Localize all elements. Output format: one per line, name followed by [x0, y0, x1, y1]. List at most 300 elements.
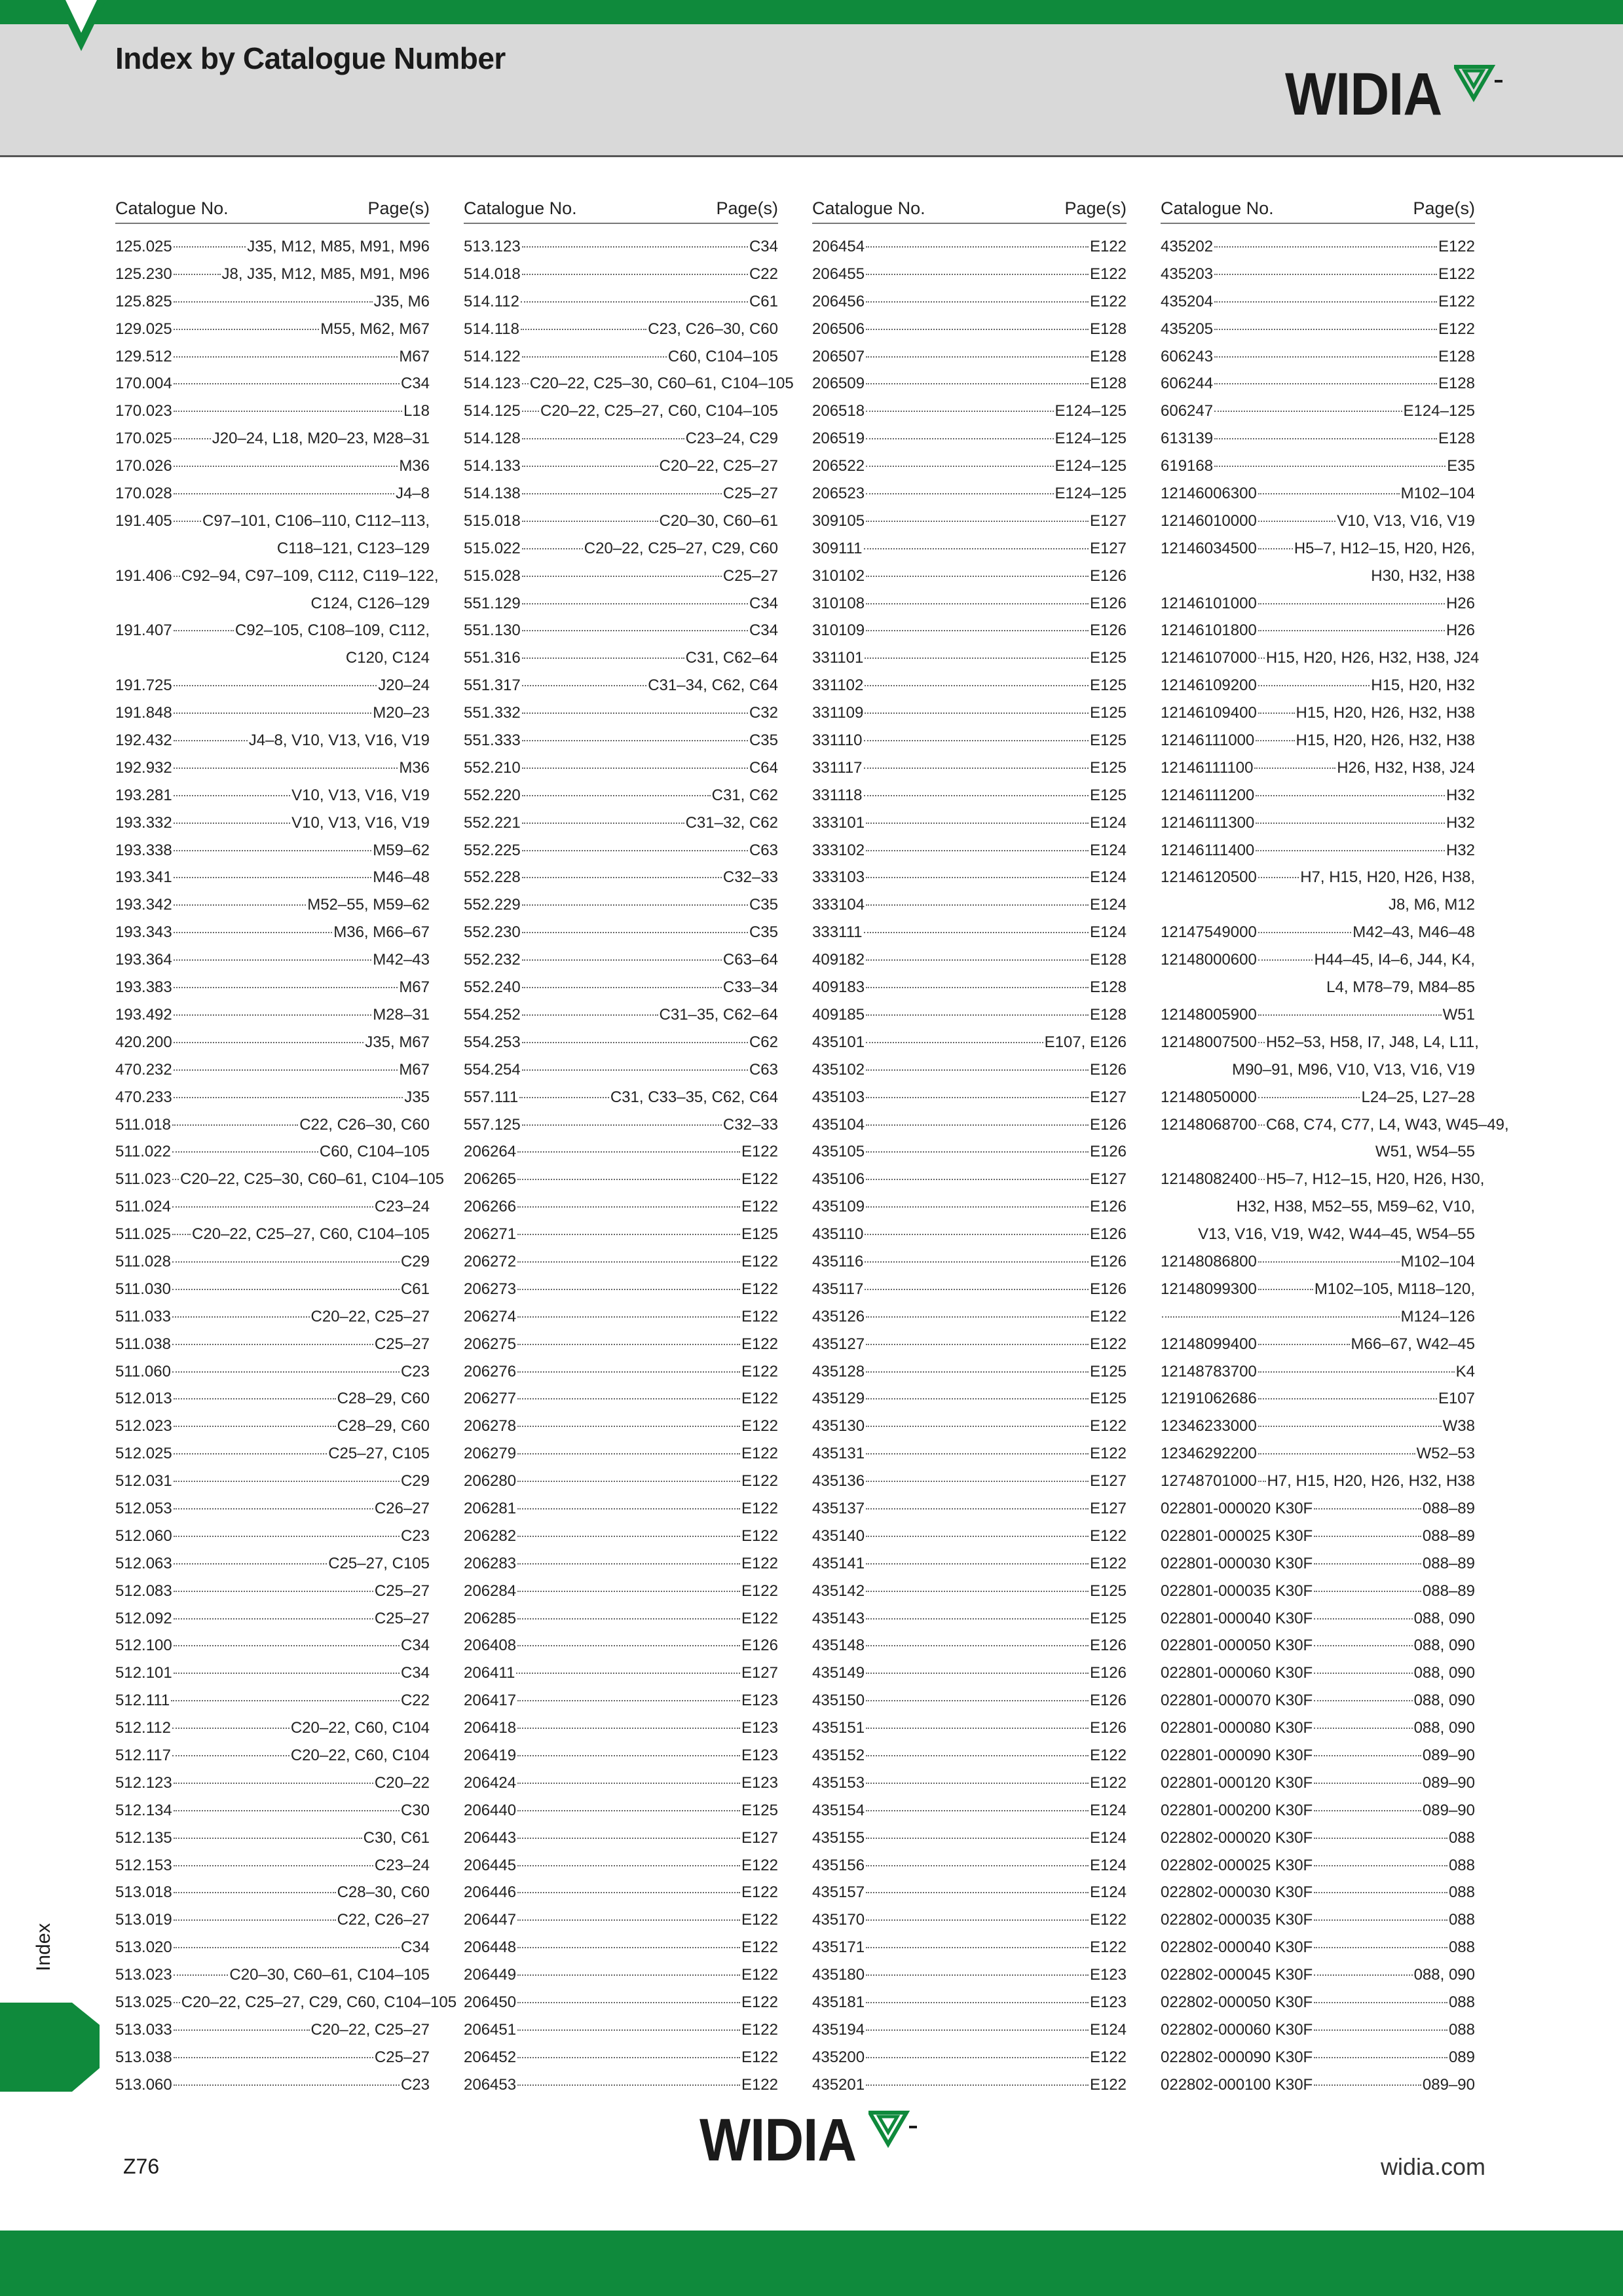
dot-leader: [1314, 1865, 1447, 1866]
catalogue-number: 022802-000035 K30F: [1161, 1911, 1313, 1929]
catalogue-number: 022801-000025 K30F: [1161, 1527, 1313, 1545]
index-row: [1161, 398, 1475, 425]
catalogue-number: 191.405: [115, 511, 172, 530]
index-row: [1161, 837, 1475, 864]
page-references: C20–22, C60, C104: [290, 1746, 430, 1764]
dot-leader: [1214, 438, 1437, 439]
index-row: [115, 919, 430, 946]
catalogue-number: 551.333: [464, 731, 521, 750]
catalogue-number: 511.030: [115, 1280, 171, 1298]
dot-leader: [174, 329, 320, 330]
dot-leader: [1314, 1974, 1412, 1976]
dot-leader: [522, 1014, 658, 1016]
page-references: C35: [749, 896, 778, 914]
catalogue-number: 435117: [812, 1280, 864, 1298]
dot-leader: [517, 1728, 740, 1729]
page-references: E126: [1089, 621, 1127, 640]
catalogue-number: 206282: [464, 1527, 517, 1545]
index-row: [115, 2044, 430, 2071]
dot-leader: [1314, 2029, 1447, 2031]
page-references: E127: [1089, 1499, 1127, 1517]
pages-header: Page(s): [1064, 198, 1127, 218]
index-column-1: [115, 194, 457, 2099]
page-references: E122: [1089, 292, 1127, 310]
dot-leader: [1256, 740, 1294, 741]
index-row: [812, 1413, 1127, 1440]
page-references: V13, V16, V19, W42, W44–45, W54–55: [1198, 1225, 1475, 1244]
index-row: [812, 1056, 1127, 1084]
dot-leader: [866, 466, 1053, 467]
dot-leader: [1214, 383, 1437, 384]
catalogue-number: 551.332: [464, 704, 521, 722]
index-row: [1161, 1714, 1475, 1742]
page-references: E126: [1089, 1280, 1127, 1298]
index-row: [1161, 1879, 1475, 1906]
index-row: [812, 1797, 1127, 1824]
index-row: [812, 1934, 1127, 1961]
index-row: [115, 974, 430, 1001]
catalogue-number: 435181: [812, 1993, 865, 2011]
index-row: [464, 1523, 778, 1550]
index-row: [812, 1221, 1127, 1248]
index-row: [1161, 974, 1475, 1001]
page-references: M102–105, M118–120,: [1314, 1280, 1475, 1298]
dot-leader: [172, 1316, 310, 1318]
index-row: [464, 1879, 778, 1906]
index-row: [1161, 1550, 1475, 1578]
dot-leader: [174, 768, 398, 769]
index-row: [464, 563, 778, 590]
dot-leader: [1258, 1289, 1313, 1290]
index-row: [464, 233, 778, 261]
catalogue-number: 12148783700: [1161, 1362, 1257, 1380]
catalogue-number: 193.343: [115, 923, 172, 942]
index-row: [812, 1468, 1127, 1495]
dot-leader: [174, 630, 234, 631]
catalogue-number: 022801-000050 K30F: [1161, 1637, 1313, 1655]
index-rows: [1161, 233, 1509, 2099]
catalogue-number: 435129: [812, 1390, 865, 1408]
index-row: [812, 1029, 1127, 1056]
catalogue-number: 435202: [1161, 238, 1214, 255]
page-references: E126: [1089, 1198, 1127, 1216]
page-references: 088, 090: [1413, 1609, 1475, 1627]
index-row: [464, 2071, 778, 2099]
catalogue-number: 193.342: [115, 896, 172, 914]
dot-leader: [866, 1838, 1089, 1839]
catalogue-number: 022802-000100 K30F: [1161, 2075, 1313, 2094]
page-references: E126: [1089, 1115, 1127, 1134]
catalogue-number: 206507: [812, 347, 865, 365]
catalogue-number: 206448: [464, 1938, 517, 1957]
dot-leader: [1256, 850, 1445, 851]
index-row: [1161, 1138, 1475, 1166]
dot-leader: [171, 1700, 400, 1701]
page-references: E122: [741, 1307, 778, 1325]
page-references: E127: [1089, 511, 1127, 530]
index-column-4: [1161, 194, 1509, 2099]
catalogue-number: 12146111000: [1161, 731, 1255, 750]
index-row: [464, 508, 778, 535]
page-references: M36: [399, 457, 430, 475]
dot-leader: [522, 466, 658, 467]
page-references: C28–30, C60: [337, 1883, 430, 1902]
catalogue-number: 206451: [464, 2020, 517, 2039]
catalogue-number: 512.083: [115, 1582, 172, 1600]
index-row: [1161, 2016, 1475, 2044]
catalogue-number: 435200: [812, 2048, 865, 2066]
pages-header: Page(s): [716, 198, 778, 218]
page-references: E123: [741, 1746, 778, 1764]
dot-leader: [174, 1014, 372, 1016]
dot-leader: [517, 1618, 740, 1620]
website-link[interactable]: widia.com: [1381, 2153, 1486, 2180]
index-column-2: [464, 194, 794, 2099]
catalogue-number: 552.225: [464, 841, 521, 859]
catalogue-no-header: Catalogue No.: [115, 198, 229, 218]
dot-leader: [866, 1591, 1089, 1592]
index-row: [812, 1111, 1127, 1139]
page-references: E123: [1089, 1966, 1127, 1984]
dot-leader: [1314, 1783, 1421, 1784]
catalogue-number: 192.932: [115, 758, 172, 777]
index-row: [1161, 1056, 1475, 1084]
index-row: [115, 2016, 430, 2044]
page-references: E122: [741, 1198, 778, 1216]
page-references: 088–89: [1422, 1554, 1475, 1572]
catalogue-number: 514.118: [464, 320, 519, 338]
page-references: C61: [400, 1280, 430, 1298]
page-references: 088, 090: [1413, 1719, 1475, 1737]
catalogue-number: 435104: [812, 1115, 865, 1134]
catalogue-number: 512.101: [115, 1664, 172, 1682]
page-references: C61: [749, 292, 778, 310]
catalogue-number: 206280: [464, 1472, 517, 1491]
catalogue-number: 022802-000025 K30F: [1161, 1856, 1313, 1874]
page-references: M36, M66–67: [333, 923, 430, 942]
index-row: [115, 1056, 430, 1084]
page-references: C34: [749, 621, 778, 640]
index-row: [1161, 1989, 1475, 2016]
dot-leader: [174, 1673, 400, 1674]
dot-leader: [172, 1344, 373, 1345]
catalogue-number: 206450: [464, 1993, 517, 2011]
index-row: [812, 1961, 1127, 1989]
index-row: [115, 1989, 457, 2016]
dot-leader: [517, 2002, 740, 2003]
index-row: [812, 1714, 1127, 1742]
index-row: [1161, 699, 1475, 727]
index-row: [464, 1193, 778, 1221]
index-row: [464, 837, 778, 864]
dot-leader: [522, 576, 722, 577]
index-row: [464, 1989, 778, 2016]
index-row: [1161, 1166, 1485, 1193]
catalogue-number: 513.019: [115, 1911, 172, 1929]
index-row: [464, 316, 778, 343]
catalogue-number: 206440: [464, 1801, 517, 1819]
catalogue-number: 512.112: [115, 1719, 171, 1737]
catalogue-number: 331118: [812, 786, 863, 804]
dot-leader: [866, 1755, 1089, 1756]
dot-leader: [174, 823, 290, 824]
catalogue-number: 435148: [812, 1637, 865, 1655]
index-row: [464, 1056, 778, 1084]
page-references: C25–27, C105: [328, 1445, 430, 1463]
catalogue-number: 515.018: [464, 511, 521, 530]
catalogue-number: 022802-000040 K30F: [1161, 1938, 1313, 1957]
page-references: C33–34: [722, 978, 778, 997]
page-references: C31–32, C62: [685, 813, 778, 832]
catalogue-number: 557.111: [464, 1088, 519, 1106]
dot-leader: [1258, 493, 1400, 494]
catalogue-number: 125.825: [115, 292, 172, 310]
page-references: E122: [1089, 1746, 1127, 1764]
page-references: M67: [399, 978, 430, 997]
dot-leader: [1258, 1453, 1415, 1454]
catalogue-number: 420.200: [115, 1033, 172, 1051]
dot-leader: [866, 1673, 1089, 1674]
dot-leader: [866, 1618, 1089, 1620]
index-row: [464, 1221, 778, 1248]
dot-leader: [517, 1947, 740, 1948]
catalogue-number: 206281: [464, 1499, 517, 1517]
dot-leader: [866, 2029, 1089, 2031]
index-row: [115, 1961, 430, 1989]
page-references: C23: [400, 2075, 430, 2094]
catalogue-number: 552.228: [464, 868, 521, 887]
page-references: M36: [399, 758, 430, 777]
catalogue-number: 512.060: [115, 1527, 172, 1545]
dot-leader: [174, 2002, 180, 2003]
catalogue-number: 12146006300: [1161, 485, 1257, 503]
page-references: 088–89: [1422, 1527, 1475, 1545]
dot-leader: [1314, 1563, 1421, 1565]
page-references: M42–43, M46–48: [1352, 923, 1475, 942]
index-row: [812, 1331, 1127, 1358]
dot-leader: [866, 1124, 1089, 1126]
index-row: [1161, 508, 1475, 535]
page-references: 089: [1448, 2048, 1475, 2066]
index-row: [464, 261, 778, 288]
index-row: [812, 1193, 1127, 1221]
index-row: [115, 1358, 430, 1386]
page-references: E125: [741, 1225, 778, 1244]
dot-leader: [1314, 1618, 1412, 1620]
dot-leader: [522, 904, 748, 906]
dot-leader: [1258, 1042, 1265, 1043]
catalogue-number: 206266: [464, 1198, 517, 1216]
catalogue-number: 513.025: [115, 1993, 172, 2011]
index-row: [812, 563, 1127, 590]
page-references: E122: [741, 1362, 778, 1380]
page-references: E123: [741, 1692, 778, 1710]
index-row: [115, 1138, 430, 1166]
page-references: E122: [1089, 2075, 1127, 2094]
index-row: [464, 480, 778, 508]
dot-leader: [866, 823, 1089, 824]
index-row: [115, 864, 430, 891]
dot-leader: [1214, 329, 1437, 330]
index-row: [115, 535, 430, 563]
index-row: [464, 1276, 778, 1303]
catalogue-number: 12146111100: [1161, 758, 1254, 777]
page-references: E122: [741, 1938, 778, 1957]
index-row: [115, 1001, 430, 1029]
index-row: [115, 343, 430, 371]
catalogue-number: 12148099300: [1161, 1280, 1257, 1298]
dot-leader: [522, 274, 748, 275]
dot-leader: [174, 246, 246, 248]
page-references: E107, E126: [1044, 1033, 1127, 1051]
index-row: [464, 1495, 778, 1523]
dot-leader: [1258, 1014, 1442, 1016]
index-rows: [812, 233, 1127, 2099]
catalogue-number: 511.038: [115, 1335, 171, 1353]
catalogue-number: 552.220: [464, 786, 521, 804]
index-row: [812, 343, 1127, 371]
catalogue-number: 022801-000035 K30F: [1161, 1582, 1313, 1600]
index-row: [812, 1879, 1127, 1906]
dot-leader: [174, 1069, 398, 1071]
index-row: [1161, 370, 1475, 398]
catalogue-number: 514.122: [464, 347, 521, 365]
page-references: C20–22, C25–30, C60–61, C104–105: [529, 375, 794, 393]
dot-leader: [522, 877, 722, 878]
catalogue-number: 511.022: [115, 1143, 171, 1161]
catalogue-number: 512.031: [115, 1472, 172, 1491]
index-row: [464, 1084, 778, 1111]
index-row: [115, 1934, 430, 1961]
index-row: [1161, 343, 1475, 371]
dot-leader: [865, 713, 1089, 714]
catalogue-number: 435155: [812, 1828, 865, 1847]
page-references: C32–33: [722, 868, 778, 887]
catalogue-number: 12146010000: [1161, 511, 1257, 530]
catalogue-number: 435203: [1161, 265, 1214, 283]
dot-leader: [866, 1700, 1089, 1701]
dot-leader: [1258, 877, 1299, 878]
catalogue-number: 514.112: [464, 292, 519, 310]
page-references: C20–30, C60–61, C104–105: [229, 1966, 430, 1984]
dot-leader: [522, 823, 684, 824]
page-references: H7, H15, H20, H26, H38,: [1300, 868, 1475, 887]
catalogue-no-header: Catalogue No.: [464, 198, 577, 218]
dot-leader: [174, 466, 398, 467]
dot-leader: [517, 1508, 740, 1509]
catalogue-number: 470.233: [115, 1088, 172, 1106]
catalogue-number: 022802-000020 K30F: [1161, 1828, 1313, 1847]
index-row: [812, 1906, 1127, 1934]
page-references: 088, 090: [1413, 1966, 1475, 1984]
catalogue-number: 512.117: [115, 1746, 171, 1764]
dot-leader: [522, 987, 722, 988]
index-row: [812, 425, 1127, 453]
catalogue-number: 022801-000030 K30F: [1161, 1554, 1313, 1572]
page-references: W38: [1442, 1417, 1475, 1435]
page-references: E122: [741, 1911, 778, 1929]
catalogue-number: 206455: [812, 265, 865, 283]
dot-leader: [519, 1097, 609, 1098]
dot-leader: [174, 932, 332, 933]
page-references: C120, C124: [345, 649, 430, 667]
dot-leader: [517, 1810, 740, 1811]
dot-leader: [521, 329, 646, 330]
page-references: C63–64: [722, 951, 778, 969]
dot-leader: [1258, 1481, 1266, 1482]
dot-leader: [517, 1234, 740, 1235]
index-row: [464, 946, 778, 974]
index-row: [464, 617, 778, 644]
page-references: E122: [1438, 265, 1475, 283]
index-row: [1161, 316, 1475, 343]
catalogue-number: 206453: [464, 2075, 517, 2094]
catalogue-number: 125.025: [115, 238, 172, 255]
dot-leader: [174, 987, 398, 988]
page-references: C20–22, C25–27, C60, C104–105: [540, 402, 778, 420]
dot-leader: [522, 383, 529, 384]
catalogue-number: 435130: [812, 1417, 865, 1435]
page-references: 089–90: [1422, 1773, 1475, 1792]
page-references: E124–125: [1054, 457, 1127, 475]
index-row: [1161, 1961, 1475, 1989]
page-references: H15, H20, H26, H32, H38: [1296, 731, 1475, 750]
dot-leader: [522, 246, 748, 248]
catalogue-number: 12148099400: [1161, 1335, 1257, 1353]
page-references: E128: [1438, 347, 1475, 365]
catalogue-number: 022801-000200 K30F: [1161, 1801, 1313, 1819]
catalogue-number: 554.253: [464, 1033, 521, 1051]
dot-leader: [174, 2084, 400, 2086]
page-references: J20–24: [378, 676, 430, 695]
bottom-green-bar: [0, 2231, 1623, 2296]
dot-leader: [174, 1892, 336, 1893]
page-references: C68, C74, C77, L4, W43, W45–49,: [1265, 1115, 1509, 1134]
catalogue-number: 514.125: [464, 402, 521, 420]
page-references: E125: [1089, 1362, 1127, 1380]
index-row: [464, 1413, 778, 1440]
index-row: [812, 1852, 1127, 1879]
page-references: E122: [1089, 1307, 1127, 1325]
page-references: H5–7, H12–15, H20, H26,: [1294, 539, 1475, 557]
page-references: C20–22: [374, 1773, 430, 1792]
index-row: [1161, 1495, 1475, 1523]
page-references: H7, H15, H20, H26, H32, H38: [1267, 1472, 1475, 1491]
dot-leader: [174, 1591, 373, 1592]
dot-leader: [517, 1261, 740, 1263]
page-references: J8, J35, M12, M85, M91, M96: [221, 265, 430, 283]
index-row: [115, 425, 430, 453]
catalogue-number: 12148068700: [1161, 1115, 1257, 1134]
dot-leader: [866, 1097, 1089, 1098]
index-row: [1161, 1111, 1509, 1139]
index-row: [115, 946, 430, 974]
page-references: E122: [741, 1445, 778, 1463]
index-row: [464, 919, 778, 946]
catalogue-number: 129.025: [115, 320, 172, 338]
dot-leader: [174, 904, 306, 906]
catalogue-number: 512.123: [115, 1773, 172, 1792]
page-references: C20–22, C25–27: [310, 1307, 430, 1325]
index-row: [812, 617, 1127, 644]
index-row: [1161, 782, 1475, 809]
catalogue-number: 206456: [812, 292, 865, 310]
index-row: [464, 782, 778, 809]
dot-leader: [1258, 657, 1265, 659]
catalogue-number: 170.028: [115, 485, 172, 503]
catalogue-number: 331110: [812, 731, 863, 750]
index-row: [1161, 1358, 1475, 1386]
